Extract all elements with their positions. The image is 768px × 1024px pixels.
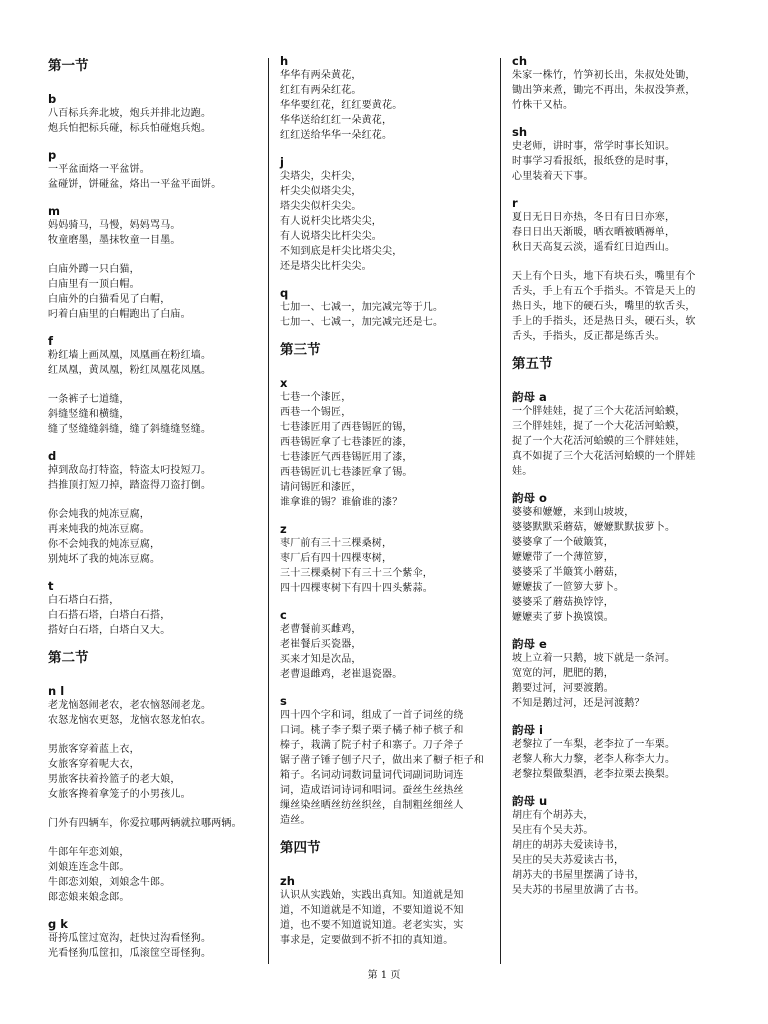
text-line: 婆婆采了蘑菇换饽饽，: [512, 597, 614, 608]
text-line: 竹株干又枯。: [512, 100, 574, 111]
text-line: 事求是，定要做到不折不扣的真知道。: [280, 935, 454, 946]
text-line: 请问锡匠和漆匠，: [280, 482, 362, 493]
tongue-twister-block: [280, 608, 492, 682]
text-line: 坡上立着一只鹅，坡下就是一条河。: [512, 653, 676, 664]
paragraph-gap: [512, 255, 724, 269]
text-line: 八百标兵奔北坡，炮兵并排北边跑。: [48, 108, 212, 119]
tongue-twister-block: [48, 204, 260, 322]
section-title: 第二节: [48, 650, 89, 666]
tongue-twister-block: [280, 874, 492, 948]
paragraph-gap: [48, 248, 260, 262]
sound-label: 韵母 a: [512, 390, 547, 404]
tongue-twister-block: [512, 196, 724, 344]
text-line: 老崔餐后买瓷器，: [280, 639, 362, 650]
text-line: 七巷一个漆匠，: [280, 392, 352, 403]
text-line: 炮兵怕把标兵碰，标兵怕碰炮兵炮。: [48, 123, 212, 134]
paragraph-gap: [48, 378, 260, 392]
sound-label: q: [280, 286, 289, 300]
sound-label: g k: [48, 917, 68, 931]
section-title: 第三节: [280, 342, 321, 358]
text-line: 老曹餐前买雌鸡，: [280, 624, 362, 635]
column-1: [48, 54, 260, 973]
text-line: 七加一、七减一，加完减完还是七。: [280, 317, 444, 328]
text-line: 不知到底是杆尖比塔尖尖，: [280, 246, 403, 257]
text-line: 有人说杆尖比塔尖尖，: [280, 216, 382, 227]
sound-label: sh: [512, 125, 528, 139]
text-line: 秋日天高复云淡，遥看红日迫西山。: [512, 242, 676, 253]
text-line: 华华送给红红一朵黄花，: [280, 115, 393, 126]
text-line: 四十四棵枣树下有四十四头紫蒜。: [280, 583, 433, 594]
text-line: 锄出笋来煮，锄完不再出，朱叔没笋煮，: [512, 85, 696, 96]
tongue-twister-block: [512, 125, 724, 184]
paragraph-gap: [48, 831, 260, 845]
text-line: 女旅客搀着拿笼子的小男孩儿。: [48, 789, 191, 800]
text-line: 粉红墙上画凤凰，凤凰画在粉红墙。: [48, 350, 212, 361]
text-line: 女旅客穿着呢大衣，: [48, 759, 140, 770]
text-line: 再来炖我的炖冻豆腐。: [48, 524, 150, 535]
text-line: 舌头，手指头，反正都是练舌头。: [512, 331, 665, 342]
sound-label: 韵母 i: [512, 723, 543, 737]
text-line: 造丝。: [280, 815, 311, 826]
text-line: 白庙外的白猫看见了白帽，: [48, 294, 171, 305]
text-line: 道，也不要不知道说知道。老老实实，实: [280, 920, 464, 931]
text-line: 你会炖我的炖冻豆腐，: [48, 509, 150, 520]
paragraph-gap: [48, 802, 260, 816]
text-line: 华华有两朵黄花，: [280, 70, 362, 81]
section-title: 第一节: [48, 58, 89, 74]
text-line: 牧童磨墨，墨抹牧童一目墨。: [48, 235, 181, 246]
text-line: 缫丝染丝晒丝纺丝织丝，自制粗丝细丝人: [280, 800, 464, 811]
text-line: 夏日无日日亦热，冬日有日日亦寒，: [512, 212, 676, 223]
text-line: 鹅要过河，河要渡鹅。: [512, 683, 614, 694]
text-line: 娃。: [512, 466, 533, 477]
text-line: 叼着白庙里的白帽跑出了白庙。: [48, 309, 191, 320]
text-line: 红凤凰，黄凤凰，粉红凤凰花凤凰。: [48, 365, 212, 376]
text-line: 榛子，栽满了院子村子和寨子。刀子斧子: [280, 740, 464, 751]
text-line: 认识从实践始，实践出真知。知道就是知: [280, 890, 464, 901]
tongue-twister-block: [280, 155, 492, 274]
text-line: 朱家一株竹，竹笋初长出，朱叔处处锄，: [512, 70, 696, 81]
sound-label: 韵母 e: [512, 637, 547, 651]
text-line: 郎恋娘来娘念郎。: [48, 892, 130, 903]
text-line: 谁拿谁的锡？谁偷谁的漆？: [280, 497, 403, 508]
text-line: 男旅客穿着蓝上衣，: [48, 744, 140, 755]
tongue-twister-block: [512, 637, 724, 711]
text-line: 白石塔白石搭，: [48, 595, 120, 606]
sound-label: c: [280, 608, 287, 622]
text-line: 箱子。名词动词数词量词代词副词助词连: [280, 770, 464, 781]
text-line: 老黎拉了一车梨，老李拉了一车栗。: [512, 739, 676, 750]
sound-label: 韵母 o: [512, 491, 547, 505]
tongue-twister-block: [512, 54, 724, 113]
text-line: 舌头，手上有五个手指头。不管是天上的: [512, 286, 696, 297]
tongue-twister-block: [280, 522, 492, 596]
sound-label: n l: [48, 684, 65, 698]
text-line: 买来才知是次品，: [280, 654, 362, 665]
text-line: 口词。桃子李子梨子栗子橘子柿子槟子和: [280, 725, 464, 736]
sound-label: s: [280, 694, 287, 708]
tongue-twister-block: [512, 723, 724, 782]
text-line: 白庙里有一顶白帽。: [48, 279, 140, 290]
text-line: 有人说塔尖比杆尖尖。: [280, 231, 382, 242]
tongue-twister-block: [48, 917, 260, 961]
text-line: 吴庄有个吴夫苏。: [512, 825, 594, 836]
tongue-twister-block: [280, 694, 492, 828]
sound-label: f: [48, 334, 54, 348]
tongue-twister-block: [512, 390, 724, 479]
text-line: 还是塔尖比杆尖尖。: [280, 261, 372, 272]
text-line: 吴夫苏的书屋里放满了古书。: [512, 885, 645, 896]
column-3: [512, 54, 724, 910]
text-line: 热日头，地下的硬石头，嘴里的软舌头，: [512, 301, 696, 312]
text-line: 白庙外蹲一只白猫，: [48, 264, 140, 275]
paragraph-gap: [48, 728, 260, 742]
text-line: 婆婆拿了一个破簸箕，: [512, 537, 614, 548]
sound-label: h: [280, 54, 289, 68]
text-line: 不知是鹅过河，还是河渡鹅？: [512, 698, 645, 709]
text-line: 婆婆采了半簸箕小蘑菇，: [512, 567, 625, 578]
column-2: [280, 54, 492, 960]
text-line: 胡庄有个胡苏夫，: [512, 810, 594, 821]
text-line: 胡苏夫的书屋里摆满了诗书，: [512, 870, 645, 881]
sound-label: z: [280, 522, 287, 536]
text-line: 锯子凿子锤子刨子尺子，做出来了橱子柜子和: [280, 755, 484, 766]
text-line: 嬷嬷卖了萝卜换馍馍。: [512, 612, 614, 623]
text-line: 盆碰饼，饼碰盆，烙出一平盆平面饼。: [48, 179, 222, 190]
sound-label: p: [48, 148, 57, 162]
text-line: 白石搭石塔，白塔白石搭，: [48, 610, 171, 621]
text-line: 春日日出天渐暖，晒衣晒被晒褥单，: [512, 227, 676, 238]
text-line: 别炖坏了我的炖冻豆腐。: [48, 554, 161, 565]
text-line: 婆婆默默采蘑菇，嬷嬷默默拔萝卜。: [512, 522, 676, 533]
text-line: 牛郎年年恋刘娘，: [48, 847, 130, 858]
paragraph-gap: [48, 493, 260, 507]
text-line: 四十四个字和词，组成了一首子词丝的绕: [280, 710, 464, 721]
text-line: 手上的手指头，还是热日头，硬石头，软: [512, 316, 696, 327]
text-line: 你不会炖我的炖冻豆腐，: [48, 539, 161, 550]
text-line: 三个胖娃娃，捉了一个大花活河蛤蟆，: [512, 421, 686, 432]
text-line: 捉了一个大花活河蛤蟆的三个胖娃娃，: [512, 436, 686, 447]
text-line: 缝了竖缝缝斜缝，缝了斜缝缝竖缝。: [48, 424, 212, 435]
text-line: 华华要红花，红红要黄花。: [280, 100, 403, 111]
text-line: 西巷一个锡匠，: [280, 407, 352, 418]
section-title: 第五节: [512, 356, 553, 372]
text-line: 枣厂后有四十四棵枣树，: [280, 553, 393, 564]
text-line: 七巷漆匠气西巷锡匠用了漆，: [280, 452, 413, 463]
text-line: 老黎人称大力黎，老李人称李大力。: [512, 754, 676, 765]
sound-label: b: [48, 92, 57, 106]
sound-label: ch: [512, 54, 528, 68]
text-line: 胡庄的胡苏夫爱读诗书，: [512, 840, 625, 851]
text-line: 老龙恼怒闹老农，老农恼怒闹老龙。: [48, 700, 212, 711]
text-line: 真不如捉了三个大花活河蛤蟆的一个胖娃: [512, 451, 696, 462]
sound-label: zh: [280, 874, 295, 888]
sound-label: d: [48, 449, 57, 463]
tongue-twister-block: [512, 794, 724, 898]
section-title: 第四节: [280, 840, 321, 856]
text-line: 七加一、七减一，加完减完等于几。: [280, 302, 444, 313]
text-line: 一条裤子七道缝，: [48, 394, 130, 405]
text-line: 哥挎瓜筐过宽沟，赶快过沟看怪狗。: [48, 933, 212, 944]
sound-label: x: [280, 376, 288, 390]
text-line: 门外有四辆车，你爱拉哪两辆就拉哪两辆。: [48, 818, 242, 829]
text-line: 光看怪狗瓜筐扣，瓜滚筐空哥怪狗。: [48, 948, 212, 959]
text-line: 西巷锡匠讥七巷漆匠拿了锡。: [280, 467, 413, 478]
text-line: 搭好白石塔，白塔白又大。: [48, 625, 171, 636]
text-line: 老黎拉梨做梨酒，老李拉栗去换梨。: [512, 769, 676, 780]
tongue-twister-block: [48, 684, 260, 905]
text-line: 塔尖尖似杆尖尖。: [280, 201, 362, 212]
column-divider: [268, 58, 269, 964]
text-line: 心里装着天下事。: [512, 171, 594, 182]
column-divider: [500, 58, 501, 964]
text-line: 尖塔尖，尖杆尖，: [280, 171, 362, 182]
text-line: 道，不知道就是不知道，不要知道说不知: [280, 905, 464, 916]
sound-label: r: [512, 196, 518, 210]
tongue-twister-block: [280, 376, 492, 510]
tongue-twister-block: [280, 286, 492, 330]
text-line: 杆尖尖似塔尖尖，: [280, 186, 362, 197]
text-line: 吴庄的吴夫苏爱读古书，: [512, 855, 625, 866]
text-line: 牛郎恋刘娘，刘娘念牛郎。: [48, 877, 171, 888]
text-line: 宽宽的河，肥肥的鹅，: [512, 668, 614, 679]
text-line: 妈妈骑马，马慢，妈妈骂马。: [48, 220, 181, 231]
page-number: 第 1 页: [367, 970, 401, 981]
text-line: 农怒龙恼农更怒，龙恼农怒龙怕农。: [48, 715, 212, 726]
text-line: 红红有两朵红花。: [280, 85, 362, 96]
text-line: 时事学习看报纸，报纸登的是时事，: [512, 156, 676, 167]
text-line: 嬷嬷拔了一笸箩大萝卜。: [512, 582, 625, 593]
text-line: 斜缝竖缝和横缝，: [48, 409, 130, 420]
tongue-twister-block: [48, 334, 260, 437]
tongue-twister-block: [48, 449, 260, 567]
text-line: 三十三棵桑树下有三十三个紫伞，: [280, 568, 433, 579]
text-line: 天上有个日头，地下有块石头，嘴里有个: [512, 271, 696, 282]
text-line: 西巷锡匠拿了七巷漆匠的漆，: [280, 437, 413, 448]
text-line: 老曹退雌鸡，老崔退瓷器。: [280, 669, 403, 680]
sound-label: t: [48, 579, 54, 593]
tongue-twister-block: [512, 491, 724, 625]
tongue-twister-block: [280, 54, 492, 143]
text-line: 嬷嬷带了一个薄笸箩，: [512, 552, 614, 563]
sound-label: 韵母 u: [512, 794, 548, 808]
text-line: 七巷漆匠用了西巷锡匠的锡，: [280, 422, 413, 433]
text-line: 刘娘连连念牛郎。: [48, 862, 130, 873]
sound-label: j: [280, 155, 284, 169]
text-line: 枣厂前有三十三棵桑树，: [280, 538, 393, 549]
tongue-twister-block: [48, 92, 260, 136]
text-line: 婆婆和嬷嬷，来到山坡坡，: [512, 507, 635, 518]
tongue-twister-block: [48, 579, 260, 638]
tongue-twister-block: [48, 148, 260, 192]
text-line: 男旅客扶着拎篮子的老大娘，: [48, 774, 181, 785]
text-line: 词，造成语词诗词和唱词。蚕丝生丝热丝: [280, 785, 464, 796]
sound-label: m: [48, 204, 60, 218]
text-line: 掉到敌岛打特盗，特盗太叼投短刀。: [48, 465, 212, 476]
text-line: 红红送给华华一朵红花。: [280, 130, 393, 141]
text-line: 一个胖娃娃，捉了三个大花活河蛤蟆，: [512, 406, 686, 417]
text-line: 挡推顶打短刀掉，踏盗得刀盗打倒。: [48, 480, 212, 491]
text-line: 史老师，讲时事，常学时事长知识。: [512, 141, 676, 152]
text-line: 一平盆面烙一平盆饼。: [48, 164, 150, 175]
